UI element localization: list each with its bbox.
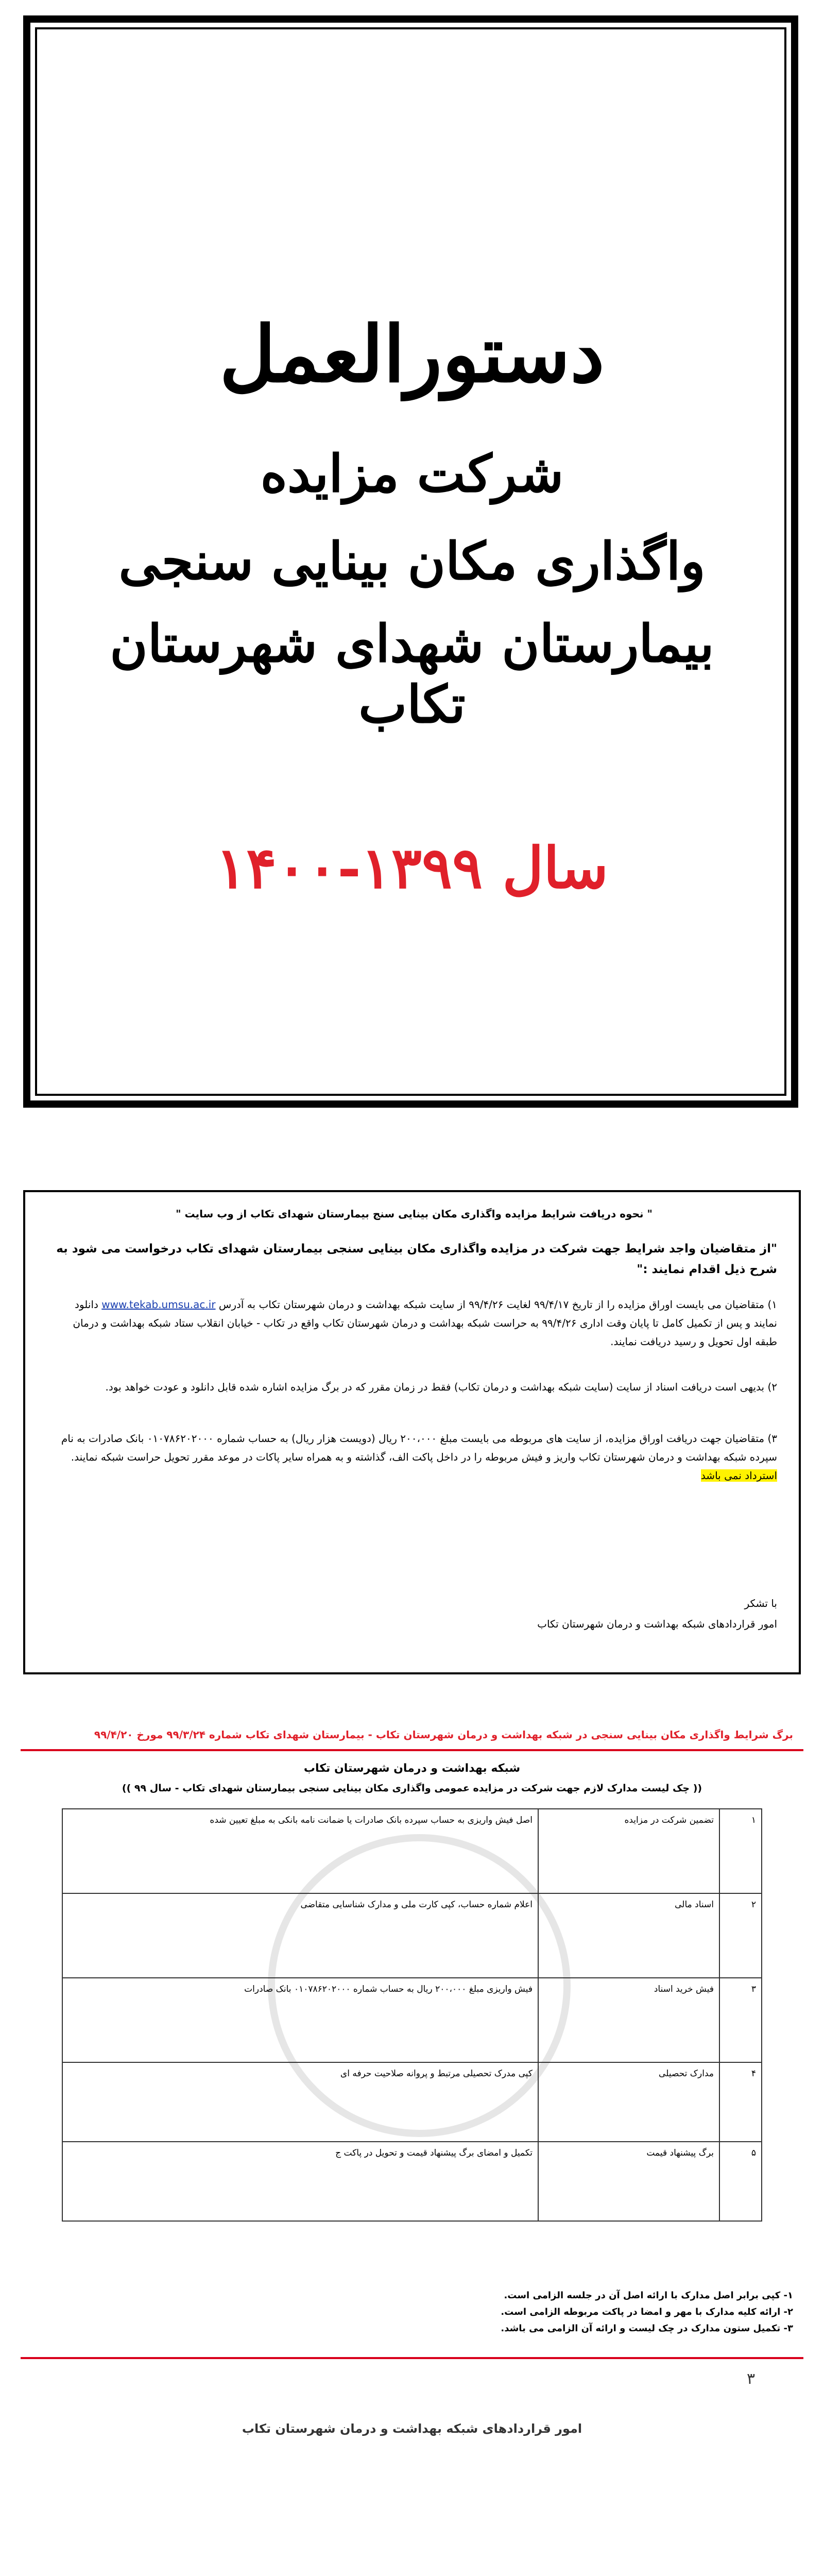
- cover-title: دستورالعمل: [219, 309, 605, 400]
- page3-footer-rule: [21, 2357, 803, 2359]
- page3-org: شبکه بهداشت و درمان شهرستان تکاب: [303, 1762, 521, 1775]
- table-row: [62, 2142, 762, 2221]
- cover-subtitle-2: واگذاری مکان بینایی سنجی: [118, 531, 706, 591]
- notice-item-3: [51, 1429, 777, 1485]
- notice-item-1-text: ۱) متقاضیان می بایست اوراق مزایده را از تاریخ ۹۹/۴/۱۷ لغایت ۹۹/۴/۲۶ از سایت شبکه بهداشت و درمان شهرستان تکاب به آدرس: [218, 1298, 777, 1311]
- notice-item-3-text: ۳) متقاضیان جهت دریافت اوراق مزایده، از سایت های مربوطه می بایست مبلغ ۲۰۰،۰۰۰ ریال (دویست هزار ریال) به حساب شماره ۰۱۰۷۸۶۲۰۲۰۰۰ بانک صادرات به نام سپرده شبکه بهداشت و درمان شهرستان تکاب واریز و فیش مربوطه را در داخل پاکت الف، گذاشته و به همراه سایر پاکات در موعد مقرر تحویل حراست شبکه نمایند.: [61, 1432, 777, 1463]
- note-item: ۲- ارائه کلیه مدارک با مهر و امضا در پاکت مربوطه الزامی است.: [501, 2307, 793, 2317]
- page3-header: برگ شرایط واگذاری مکان بینایی سنجی در شبکه بهداشت و درمان شهرستان تکاب - بیمارستان شهدای تکاب شماره ۹۹/۳/۲۴ مورخ ۹۹/۴/۲۰: [94, 1728, 793, 1741]
- notice-box: [23, 1190, 801, 1674]
- table-row: [62, 1809, 762, 1893]
- notice-website-link[interactable]: www.tekab.umsu.ac.ir: [101, 1298, 216, 1311]
- cover-subtitle-3: بیمارستان شهدای شهرستان تکاب: [110, 613, 714, 735]
- cover-subtitle-1: شرکت مزایده: [260, 443, 564, 504]
- page3-header-rule: [21, 1749, 803, 1751]
- row-number: ۲: [719, 1893, 762, 1978]
- notice-item-1: [51, 1295, 777, 1351]
- row-title: مدارک تحصیلی: [538, 2062, 719, 2142]
- cover-year: سال ۱۳۹۹-۱۴۰۰: [215, 835, 609, 901]
- note-item: ۳- تکمیل ستون مدارک در چک لیست و ارائه آن الزامی می باشد.: [501, 2323, 793, 2334]
- row-title: برگ پیشنهاد قیمت: [538, 2142, 719, 2221]
- note-item: ۱- کپی برابر اصل مدارک با ارائه اصل آن در جلسه الزامی است.: [504, 2290, 793, 2301]
- notice-thanks: با تشکر: [744, 1597, 777, 1609]
- row-title: فیش خرید اسناد: [538, 1978, 719, 2062]
- row-description: اصل فیش واریزی به حساب سپرده بانک صادرات یا ضمانت نامه بانکی به مبلغ تعیین شده: [62, 1809, 538, 1893]
- notice-heading: " نحوه دریافت شرایط مزایده واگذاری مکان بینایی سنج بیمارستان شهدای تکاب از وب سایت ": [176, 1208, 653, 1220]
- table-row: [62, 1978, 762, 2062]
- notice-item-2: ۲) بدیهی است دریافت اسناد از سایت (سایت شبکه بهداشت و درمان تکاب) فقط در زمان مقرر که در برگ مزایده اشاره شده قابل دانلود و عودت خواهد بود.: [105, 1381, 777, 1393]
- page3-subtitle: (( چک لیست مدارک لازم جهت شرکت در مزایده عمومی واگذاری مکان بینایی سنجی بیمارستان شهدای تکاب - سال ۹۹ )): [122, 1783, 702, 1794]
- notice-intro: "از متقاضیان واجد شرایط جهت شرکت در مزایده واگذاری مکان بینایی سنجی بیمارستان شهدای تکاب درخواست می شود به شرح ذیل اقدام نمایند :": [56, 1242, 777, 1276]
- row-title: تضمین شرکت در مزایده: [538, 1809, 719, 1893]
- notice-signature: امور قراردادهای شبکه بهداشت و درمان شهرستان تکاب: [537, 1618, 777, 1630]
- documents-table: [62, 1808, 762, 2222]
- notice-item-1-tail: دانلود نمایند و پس از تکمیل کامل تا پایان وقت اداری ۹۹/۴/۲۶ به حراست شبکه بهداشت و درمان شهرستان تکاب واقع در تکاب - خیابان انقلاب ستاد شبکه بهداشت و درمان طبقه اول تحویل و رسید دریافت نمایند.: [73, 1298, 777, 1348]
- row-number: ۵: [719, 2142, 762, 2221]
- page3-footer: امور قراردادهای شبکه بهداشت و درمان شهرستان تکاب: [242, 2421, 582, 2436]
- row-title: اسناد مالی: [538, 1893, 719, 1978]
- page3-number: ۳: [747, 2370, 756, 2388]
- table-row: [62, 1893, 762, 1978]
- page3-notes: [31, 2287, 793, 2337]
- row-description: اعلام شماره حساب، کپی کارت ملی و مدارک شناسایی متقاضی: [62, 1893, 538, 1978]
- row-description: تکمیل و امضای برگ پیشنهاد قیمت و تحویل در پاکت ج: [62, 2142, 538, 2221]
- row-description: کپی مدرک تحصیلی مرتبط و پروانه صلاحیت حرفه ای: [62, 2062, 538, 2142]
- row-description: فیش واریزی مبلغ ۲۰۰،۰۰۰ ریال به حساب شماره ۰۱۰۷۸۶۲۰۲۰۰۰ بانک صادرات: [62, 1978, 538, 2062]
- row-number: ۳: [719, 1978, 762, 2062]
- row-number: ۱: [719, 1809, 762, 1893]
- row-number: ۴: [719, 2062, 762, 2142]
- notice-highlight: استرداد نمی باشد: [700, 1469, 777, 1482]
- table-row: [62, 2062, 762, 2142]
